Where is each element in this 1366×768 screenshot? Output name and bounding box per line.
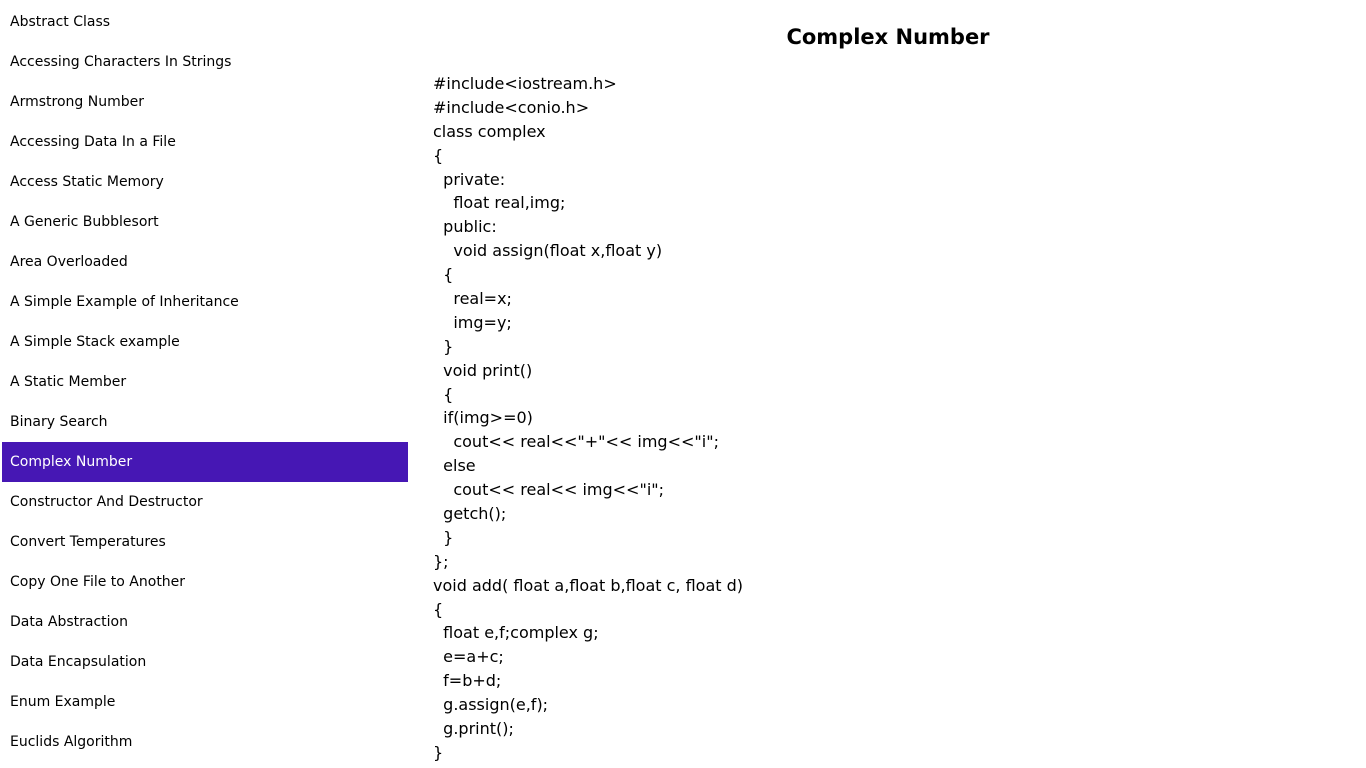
code-line: #include<iostream.h>: [433, 74, 617, 93]
page-title: Complex Number: [786, 25, 990, 49]
sidebar-item[interactable]: Data Abstraction: [10, 614, 128, 630]
code-line: cout<< real<< img<<"i";: [433, 480, 665, 500]
sidebar-item[interactable]: Area Overloaded: [10, 254, 128, 270]
code-line: {: [433, 384, 454, 404]
code-line: void assign(float x,float y): [433, 241, 663, 261]
code-line: if(img>=0): [433, 408, 533, 428]
code-line: private:: [433, 169, 506, 189]
code-line: {: [433, 265, 454, 285]
code-line: real=x;: [433, 289, 512, 309]
sidebar-item[interactable]: Access Static Memory: [10, 174, 164, 190]
code-line: void print(): [433, 360, 533, 380]
code-line: #include<conio.h>: [433, 97, 590, 117]
sidebar-item[interactable]: A Simple Stack example: [10, 334, 180, 350]
sidebar-item[interactable]: Accessing Data In a File: [10, 134, 176, 150]
code-line: }: [433, 527, 454, 547]
sidebar-item[interactable]: Constructor And Destructor: [10, 494, 203, 510]
code-line: getch();: [433, 504, 507, 524]
sidebar-item[interactable]: Convert Temperatures: [10, 534, 166, 550]
sidebar-item[interactable]: Abstract Class: [10, 14, 111, 30]
sidebar-item[interactable]: Enum Example: [10, 694, 116, 710]
code-line: {: [433, 599, 444, 619]
sidebar-item[interactable]: Data Encapsulation: [10, 654, 147, 670]
code-line: f=b+d;: [433, 671, 502, 691]
sidebar-item[interactable]: Complex Number: [2, 442, 408, 482]
code-line: float e,f;complex g;: [433, 623, 599, 643]
sidebar-item[interactable]: Armstrong Number: [10, 94, 144, 110]
sidebar-item[interactable]: A Generic Bubblesort: [10, 214, 159, 230]
code-line: {: [433, 145, 444, 165]
sidebar-item[interactable]: Accessing Characters In Strings: [10, 54, 232, 70]
sidebar-item[interactable]: A Simple Example of Inheritance: [10, 294, 239, 310]
topic-list[interactable]: [2, 2, 408, 768]
sidebar-item[interactable]: A Static Member: [10, 374, 127, 390]
code-line: }: [433, 336, 454, 356]
sidebar-item[interactable]: Euclids Algorithm: [10, 734, 133, 750]
code-viewer: [433, 72, 1333, 768]
sidebar-item[interactable]: Binary Search: [10, 414, 108, 430]
sidebar-item[interactable]: Copy One File to Another: [10, 574, 186, 590]
code-line: public:: [433, 217, 497, 237]
code-line: g.print();: [433, 719, 514, 739]
code-line: g.assign(e,f);: [433, 695, 549, 715]
code-line: }: [433, 742, 444, 762]
code-line: cout<< real<<"+"<< img<<"i";: [433, 432, 719, 452]
code-line: class complex: [433, 121, 546, 141]
code-line: };: [433, 551, 449, 571]
code-line: float real,img;: [433, 193, 566, 213]
code-line: void add( float a,float b,float c, float d): [433, 575, 744, 595]
code-line: img=y;: [433, 312, 512, 332]
code-line: e=a+c;: [433, 647, 504, 667]
code-line: else: [433, 456, 476, 476]
